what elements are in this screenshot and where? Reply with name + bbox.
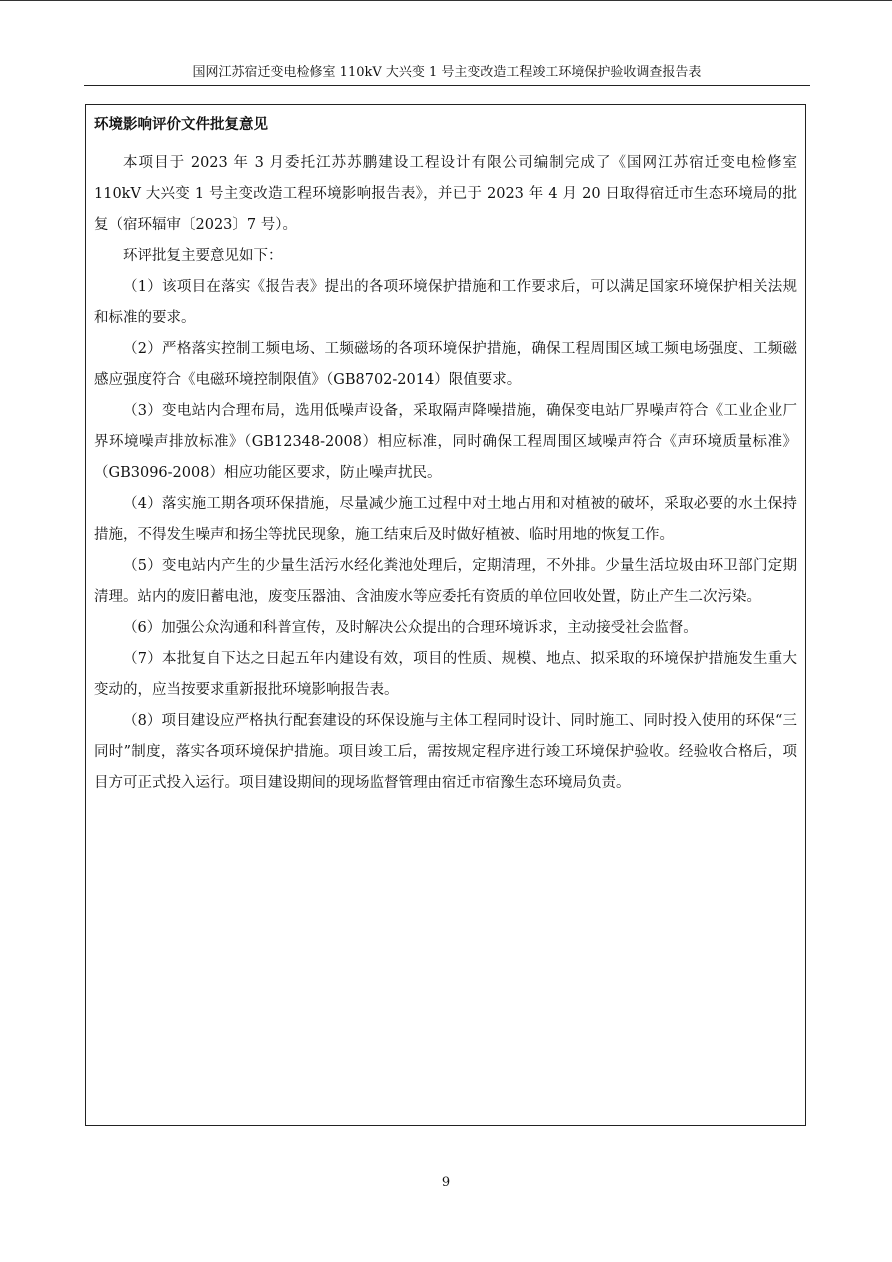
approval-body	[94, 148, 797, 799]
paragraph-item-5: （5）变电站内产生的少量生活污水经化粪池处理后，定期清理，不外排。少量生活垃圾由环卫部门定期清理。站内的废旧蓄电池，废变压器油、含油废水等应委托有资质的单位回收处置，防止产生二次污染。	[94, 558, 797, 605]
page-number: 9	[441, 1175, 451, 1190]
paragraph-item-1: （1）该项目在落实《报告表》提出的各项环境保护措施和工作要求后，可以满足国家环境保护相关法规和标准的要求。	[94, 279, 797, 326]
top-border-line	[0, 0, 892, 1]
paragraph-intro: 本项目于 2023 年 3 月委托江苏苏鹏建设工程设计有限公司编制完成了《国网江苏宿迁变电检修室 110kV 大兴变 1 号主变改造工程环境影响报告表》，并已于 2023 年 4 月 20 日取得宿迁市生态环境局的批复（宿环辐审〔2023〕7 号）。	[94, 155, 797, 233]
paragraph-item-4: （4）落实施工期各项环保措施，尽量减少施工过程中对土地占用和对植被的破坏，采取必要的水土保持措施，不得发生噪声和扬尘等扰民现象，施工结束后及时做好植被、临时用地的恢复工作。	[94, 496, 797, 543]
paragraph-item-7: （7）本批复自下达之日起五年内建设有效，项目的性质、规模、地点、拟采取的环境保护措施发生重大变动的，应当按要求重新报批环境影响报告表。	[94, 651, 797, 698]
page-header-title: 国网江苏宿迁变电检修室 110kV 大兴变 1 号主变改造工程竣工环境保护验收调查报告表	[192, 65, 702, 80]
paragraph-item-6: （6）加强公众沟通和科普宣传，及时解决公众提出的合理环境诉求，主动接受社会监督。	[123, 620, 698, 636]
paragraph-item-8: （8）项目建设应严格执行配套建设的环保设施与主体工程同时设计、同时施工、同时投入使用的环保“三同时”制度，落实各项环境保护措施。项目竣工后，需按规定程序进行竣工环境保护验收。经验收合格后，项目方可正式投入运行。项目建设期间的现场监督管理由宿迁市宿豫生态环境局负责。	[94, 713, 797, 791]
paragraph-item-3: （3）变电站内合理布局，选用低噪声设备，采取隔声降噪措施，确保变电站厂界噪声符合《工业企业厂界环境噪声排放标准》（GB12348-2008）相应标准，同时确保工程周围区域噪声符合《声环境质量标准》（GB3096-2008）相应功能区要求，防止噪声扰民。	[94, 403, 797, 481]
section-title: 环境影响评价文件批复意见	[94, 116, 268, 133]
paragraph-item-2: （2）严格落实控制工频电场、工频磁场的各项环境保护措施，确保工程周围区域工频电场强度、工频磁感应强度符合《电磁环境控制限值》（GB8702-2014）限值要求。	[94, 341, 797, 388]
header-divider	[84, 85, 810, 86]
approval-opinion-box	[85, 104, 806, 1126]
paragraph-lead: 环评批复主要意见如下：	[123, 248, 283, 264]
